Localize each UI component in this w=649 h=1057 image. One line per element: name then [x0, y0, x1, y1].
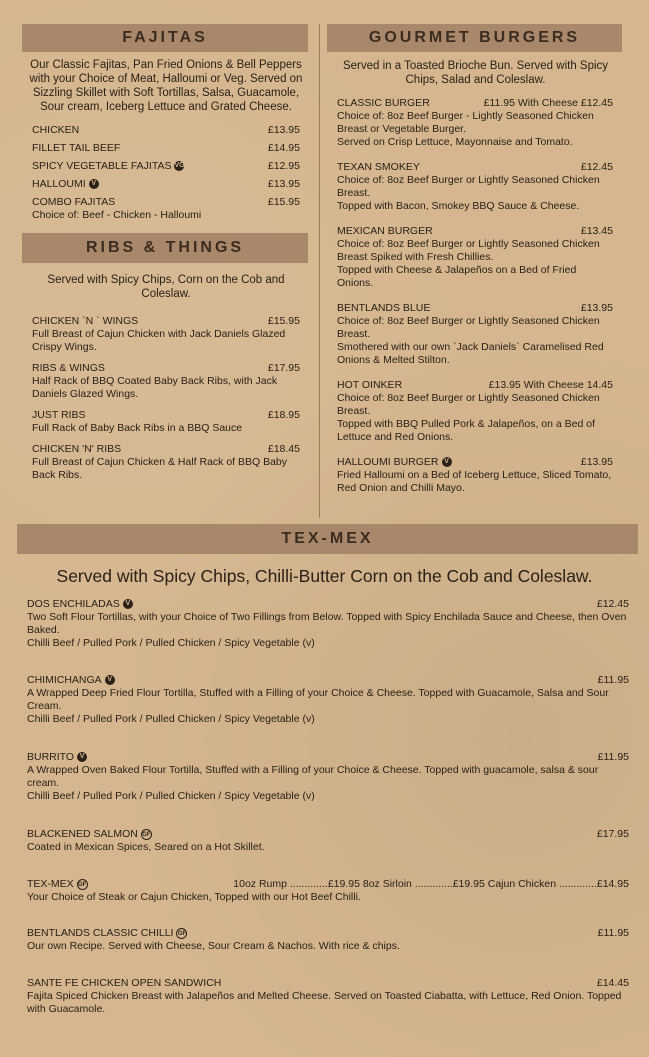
item-price: £13.95 With Cheese 14.45 — [488, 379, 613, 391]
item-name: TEXAN SMOKEY — [337, 161, 420, 173]
item-description: Choice of: 8oz Beef Burger or Lightly Seasoned Chicken Breast. — [337, 315, 600, 340]
menu-item — [32, 362, 300, 401]
item-name: TEX-MEX — [27, 878, 74, 890]
menu-item — [32, 409, 300, 435]
item-description: Choice of: 8oz Beef Burger or Lightly Seasoned Chicken Breast. — [337, 174, 600, 199]
item-description: Half Rack of BBQ Coated Baby Back Ribs, with Jack Daniels Glazed Wings. — [32, 375, 278, 400]
menu-item — [27, 878, 629, 904]
menu-item — [337, 225, 613, 290]
menu-item — [27, 674, 629, 726]
item-description-extra: Chilli Beef / Pulled Pork / Pulled Chicken / Spicy Vegetable (v) — [27, 637, 315, 649]
menu-item — [337, 456, 613, 495]
gluten-free-icon: GF — [77, 879, 88, 890]
item-description: Full Breast of Cajun Chicken with Jack Daniels Glazed Crispy Wings. — [32, 328, 286, 353]
fajitas-title: FAJITAS — [122, 29, 208, 46]
item-name: HALLOUMI — [32, 178, 86, 190]
menu-item — [32, 443, 300, 482]
menu-item — [32, 178, 300, 191]
menu-item — [337, 161, 613, 213]
item-name: CHICKEN 'N' RIBS — [32, 443, 122, 455]
item-price: £13.95 — [580, 302, 613, 314]
item-description: Two Soft Flour Tortillas, with your Choice of Two Fillings from Below. Topped with Spicy Enchilada Sauce and Cheese, then Oven Baked. — [27, 611, 627, 636]
fajitas-intro: Our Classic Fajitas, Pan Fried Onions & Bell Peppers with your Choice of Meat, Halloumi or Veg. Served on Sizzling Skillet with Soft Tortillas, Salsa, Guacamole, Sour cream, Iceberg Lettuce and Grated Cheese. — [29, 59, 303, 113]
item-description-extra: Topped with Bacon, Smokey BBQ Sauce & Cheese. — [337, 200, 580, 212]
burgers-intro: Served in a Toasted Brioche Bun. Served with Spicy Chips, Salad and Coleslaw. — [342, 60, 609, 86]
texmex-intro: Served with Spicy Chips, Chilli-Butter Corn on the Cob and Coleslaw. — [56, 566, 593, 586]
menu-item — [27, 927, 629, 953]
item-description-extra: Topped with BBQ Pulled Pork & Jalapeños, on a Bed of Lettuce and Red Onions. — [337, 418, 595, 443]
item-price: £13.95 — [267, 178, 300, 190]
item-description: Fried Halloumi on a Bed of Iceberg Lettuce, Sliced Tomato, Red Onion and Chilli Mayo. — [337, 469, 612, 494]
item-price: £17.95 — [596, 828, 629, 840]
menu-item — [32, 142, 300, 155]
vegetarian-icon: V — [442, 457, 452, 467]
item-price: £13.95 — [267, 124, 300, 136]
burgers-title: GOURMET BURGERS — [368, 29, 581, 46]
item-price: £18.95 — [267, 409, 300, 421]
item-description-extra: Served on Crisp Lettuce, Mayonnaise and Tomato. — [337, 136, 573, 148]
vegan-icon: VG — [174, 162, 185, 170]
item-price: £13.45 — [580, 225, 613, 237]
item-price: £11.95 — [597, 927, 629, 939]
item-price: £12.95 — [267, 160, 300, 172]
item-price: £11.95 — [597, 674, 629, 686]
item-name: MEXICAN BURGER — [337, 225, 433, 237]
item-name: JUST RIBS — [32, 409, 86, 421]
item-description: Fajita Spiced Chicken Breast with Jalapeños and Melted Cheese. Served on Toasted Ciabatta, with Lettuce, Red Onion. Topped with Guacamole. — [27, 990, 622, 1015]
item-description-extra: Topped with Cheese & Jalapeños on a Bed of Fried Onions. — [337, 264, 577, 289]
item-description: Our own Recipe. Served with Cheese, Sour Cream & Nachos. With rice & chips. — [27, 940, 400, 952]
item-description: Coated in Mexican Spices, Seared on a Hot Skillet. — [27, 841, 265, 853]
vegetarian-icon: V — [77, 752, 87, 762]
gluten-free-icon: GF — [176, 928, 187, 939]
item-description: Choice of: 8oz Beef Burger or Lightly Seasoned Chicken Breast. — [337, 392, 600, 417]
column-divider — [319, 24, 320, 518]
item-price: £13.95 — [580, 456, 613, 468]
menu-item — [27, 751, 629, 803]
item-description-extra: Chilli Beef / Pulled Pork / Pulled Chicken / Spicy Vegetable (v) — [27, 713, 315, 725]
item-name: HOT OINKER — [337, 379, 403, 391]
vegetarian-icon: V — [105, 675, 115, 685]
menu-item — [27, 977, 629, 1016]
menu-item — [337, 379, 613, 444]
item-name: CHICKEN — [32, 124, 80, 136]
menu-item — [32, 124, 300, 137]
item-name: BENTLANDS CLASSIC CHILLI — [27, 927, 174, 939]
item-name: BENTLANDS BLUE — [337, 302, 431, 314]
item-name: RIBS & WINGS — [32, 362, 105, 374]
item-name: HALLOUMI BURGER — [337, 456, 439, 468]
menu-item — [27, 828, 629, 854]
item-description: Your Choice of Steak or Cajun Chicken, Topped with our Hot Beef Chilli. — [27, 891, 361, 903]
item-name: CHIMICHANGA — [27, 674, 102, 686]
item-price: £17.95 — [267, 362, 300, 374]
menu-item — [27, 598, 629, 650]
texmex-banner — [17, 524, 638, 554]
vegetarian-icon: V — [89, 179, 99, 189]
item-name: SANTE FE CHICKEN OPEN SANDWICH — [27, 977, 222, 989]
item-price-options: 10oz Rump .............£19.95 8oz Sirloin .............£19.95 Cajun Chicken .............£14.95 — [233, 878, 629, 890]
item-name: BURRITO — [27, 751, 75, 763]
item-description-extra: Chilli Beef / Pulled Pork / Pulled Chicken / Spicy Vegetable (v) — [27, 790, 315, 802]
fajitas-banner — [22, 24, 308, 52]
item-name: SPICY VEGETABLE FAJITAS — [32, 160, 172, 172]
left-column — [22, 24, 310, 482]
right-column — [327, 24, 624, 495]
item-price: £14.95 — [267, 142, 300, 154]
texmex-title: TEX-MEX — [281, 530, 374, 547]
item-name: CLASSIC BURGER — [337, 97, 430, 109]
item-price: £18.45 — [267, 443, 300, 455]
menu-item — [337, 302, 613, 367]
item-price: £11.95 With Cheese £12.45 — [483, 97, 613, 109]
ribs-intro: Served with Spicy Chips, Corn on the Cob and Coleslaw. — [47, 274, 285, 300]
item-description: Choice of: 8oz Beef Burger - Lightly Seasoned Chicken Breast or Vegetable Burger. — [337, 110, 594, 135]
menu-item — [32, 315, 300, 354]
item-price: £15.95 — [267, 196, 300, 208]
menu-item — [337, 97, 613, 149]
item-description: Full Breast of Cajun Chicken & Half Rack of BBQ Baby Back Ribs. — [32, 456, 288, 481]
item-name: CHICKEN `N ` WINGS — [32, 315, 139, 327]
item-description: A Wrapped Oven Baked Flour Tortilla, Stuffed with a Filling of your Choice & Cheese. Topped with guacamole, salsa & sour cream. — [27, 764, 599, 789]
item-description: Choice of: Beef - Chicken - Halloumi — [32, 209, 202, 221]
item-price: £11.95 — [597, 751, 629, 763]
item-description-extra: Smothered with our own `Jack Daniels` Caramelised Red Onions & Melted Stilton. — [337, 341, 604, 366]
burgers-banner — [327, 24, 622, 52]
vegetarian-icon: V — [123, 599, 133, 609]
menu-item — [32, 196, 300, 222]
item-price: £14.45 — [596, 977, 629, 989]
item-name: COMBO FAJITAS — [32, 196, 116, 208]
item-name: BLACKENED SALMON — [27, 828, 138, 840]
item-price: £12.45 — [580, 161, 613, 173]
item-name: DOS ENCHILADAS — [27, 598, 120, 610]
item-name: FILLET TAIL BEEF — [32, 142, 121, 154]
item-price: £15.95 — [267, 315, 300, 327]
ribs-banner — [22, 233, 308, 263]
gluten-free-icon: GF — [141, 829, 152, 840]
item-description: Full Rack of Baby Back Ribs in a BBQ Sauce — [32, 422, 243, 434]
item-description: A Wrapped Deep Fried Flour Tortilla, Stuffed with a Filling of your Choice & Cheese. Topped with Guacamole, Salsa and Sour Cream. — [27, 687, 609, 712]
menu-item — [32, 160, 300, 173]
item-description: Choice of: 8oz Beef Burger or Lightly Seasoned Chicken Breast Spiked with Fresh Chillies. — [337, 238, 600, 263]
ribs-title: RIBS & THINGS — [85, 239, 245, 256]
item-price: £12.45 — [596, 598, 629, 610]
